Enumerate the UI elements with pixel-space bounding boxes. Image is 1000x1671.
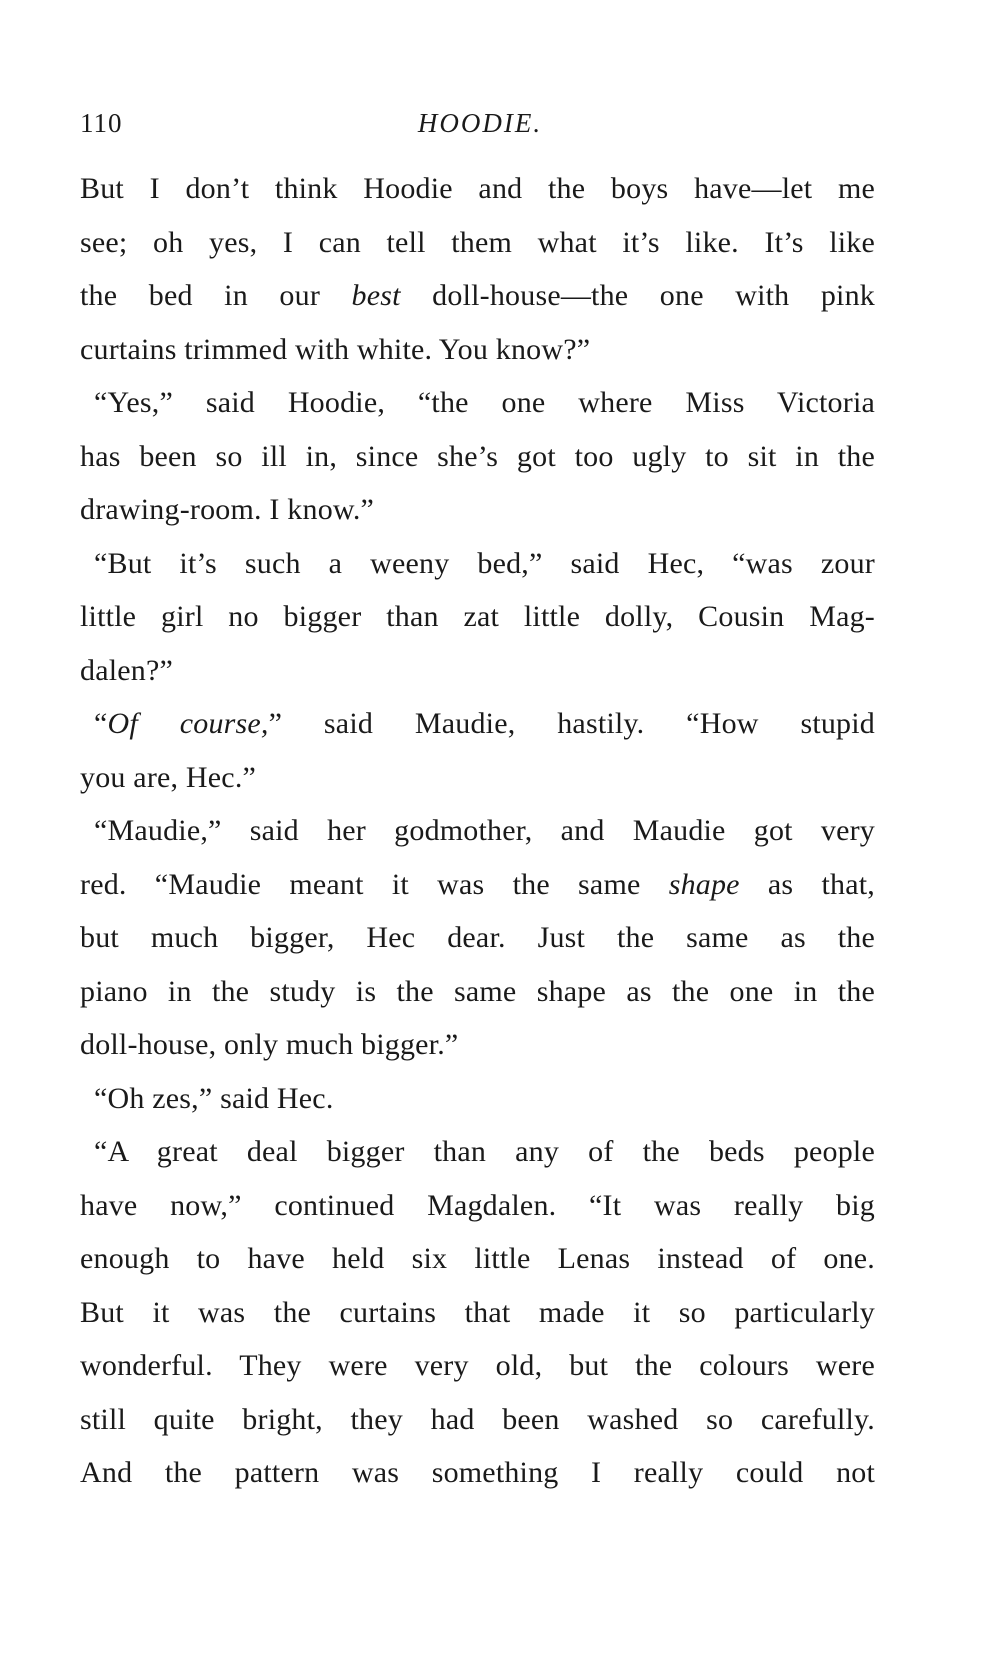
text-line — [80, 1125, 875, 1179]
text-line — [80, 1179, 875, 1233]
text-segment: as that, — [739, 867, 875, 901]
text-segment: And the pattern was something I really could not — [80, 1456, 875, 1489]
text-line — [80, 965, 875, 1019]
text-segment: red. “Maudie meant it was the same — [80, 867, 669, 901]
italic-text: Of course, — [107, 707, 269, 740]
text-line — [80, 804, 875, 858]
running-head — [80, 108, 880, 148]
text-segment: the bed in our — [80, 279, 352, 312]
text-line — [80, 590, 875, 644]
text-segment: have now,” continued Magdalen. “It was really big — [80, 1188, 875, 1222]
text-line — [80, 269, 875, 323]
text-segment: has been so ill in, since she’s got too ugly to sit in the — [80, 439, 875, 473]
italic-text: shape — [668, 867, 740, 901]
text-line — [80, 697, 875, 751]
text-segment: little girl no bigger than zat little dolly, Cousin Mag- — [80, 600, 875, 633]
text-line — [80, 376, 875, 430]
text-line — [80, 323, 875, 377]
text-line — [80, 751, 875, 805]
text-line — [80, 1339, 875, 1393]
text-segment: But I don’t think Hoodie and the boys have—let me — [80, 172, 875, 205]
text-line — [80, 1018, 875, 1072]
text-line — [80, 644, 875, 698]
text-segment: “ — [94, 707, 108, 740]
text-segment: curtains trimmed with white. You know?” — [80, 332, 591, 366]
text-line — [80, 1072, 875, 1126]
text-line — [80, 537, 875, 591]
text-line — [80, 483, 875, 537]
text-segment: but much bigger, Hec dear. Just the same as the — [80, 921, 875, 954]
text-line — [80, 216, 875, 270]
text-segment: still quite bright, they had been washed so carefully. — [80, 1402, 875, 1436]
text-segment: doll-house, only much bigger.” — [80, 1028, 459, 1061]
text-line — [80, 430, 875, 484]
page-number: 110 — [80, 108, 123, 138]
text-line — [80, 162, 875, 216]
text-segment: drawing-room. I know.” — [80, 493, 375, 526]
italic-text: best — [351, 279, 401, 312]
text-segment: see; oh yes, I can tell them what it’s like. It’s like — [80, 225, 875, 259]
text-segment: But it was the curtains that made it so particularly — [80, 1295, 875, 1329]
text-line — [80, 1446, 875, 1500]
text-line — [80, 1393, 875, 1447]
text-line — [80, 1232, 875, 1286]
text-segment: dalen?” — [80, 653, 173, 687]
text-segment: “Yes,” said Hoodie, “the one where Miss Victoria — [94, 386, 875, 419]
body-text — [80, 162, 875, 1500]
text-segment: “Maudie,” said her godmother, and Maudie got very — [94, 814, 875, 847]
text-segment: ” said Maudie, hastily. “How stupid — [268, 707, 875, 740]
text-line — [80, 1286, 875, 1340]
text-line — [80, 858, 875, 912]
text-segment: “But it’s such a weeny bed,” said Hec, “was zour — [94, 546, 875, 580]
text-segment: “A great deal bigger than any of the beds people — [94, 1135, 875, 1168]
text-line — [80, 911, 875, 965]
text-segment: piano in the study is the same shape as the one in the — [80, 974, 875, 1008]
text-segment: wonderful. They were very old, but the colours were — [80, 1349, 875, 1382]
text-segment: “Oh zes,” said Hec. — [94, 1081, 334, 1115]
text-segment: doll-house—the one with pink — [400, 279, 875, 312]
running-title: HOODIE. — [417, 108, 543, 138]
text-segment: enough to have held six little Lenas instead of one. — [80, 1242, 875, 1275]
text-segment: you are, Hec.” — [80, 760, 257, 794]
